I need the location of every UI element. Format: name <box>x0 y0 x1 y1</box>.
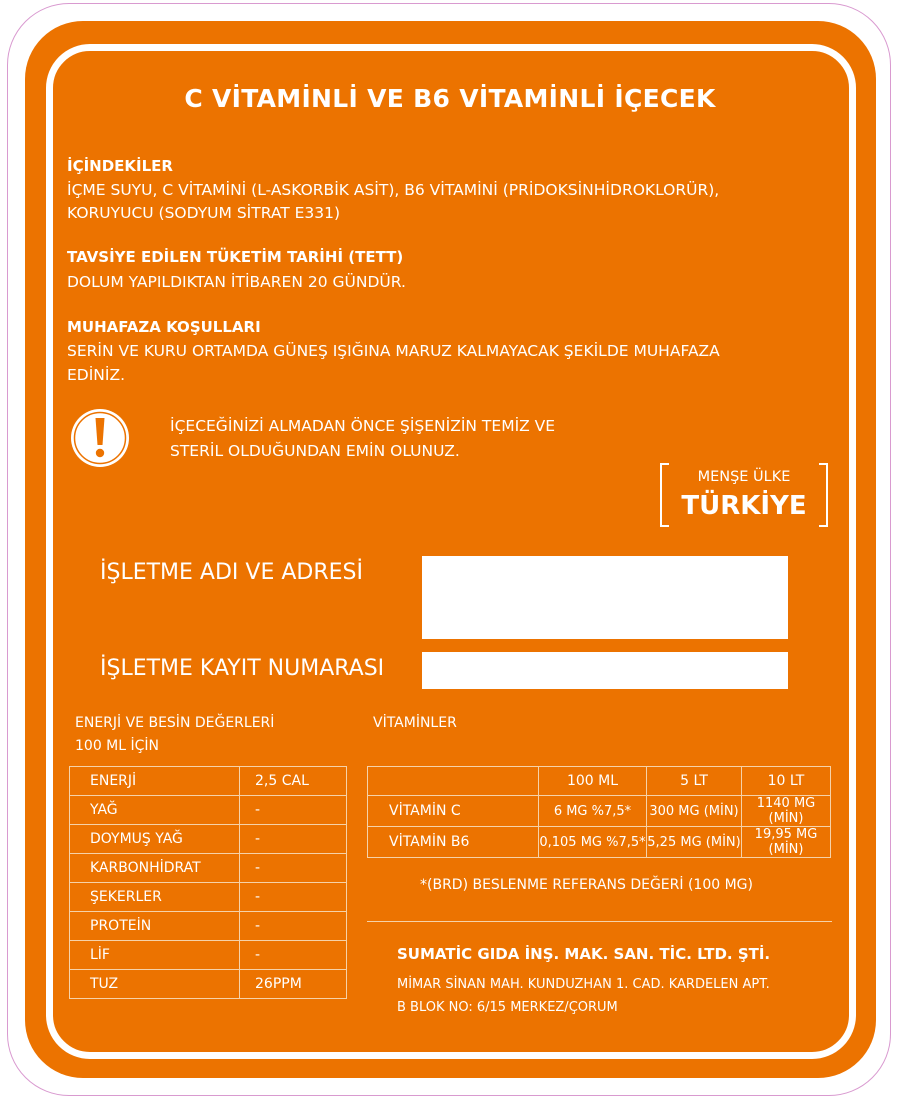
nutrient-name: YAĞ <box>70 796 240 825</box>
company-address-line-2: B BLOK NO: 6/15 MERKEZ/ÇORUM <box>397 1000 618 1015</box>
nutrition-row <box>70 854 347 883</box>
nutrition-row <box>70 825 347 854</box>
nutrient-name: DOYMUŞ YAĞ <box>70 825 240 854</box>
vitamin-per-10lt: 19,95 MG (MİN) <box>742 827 831 858</box>
business-registration-field[interactable] <box>422 652 788 689</box>
warning-line-2: STERİL OLDUĞUNDAN EMİN OLUNUZ. <box>170 442 460 460</box>
vitamin-per-10lt: 1140 MG (MİN) <box>742 796 831 827</box>
storage-line-2: EDİNİZ. <box>67 366 126 384</box>
nutrient-value: - <box>240 825 347 854</box>
nutrient-value: - <box>240 854 347 883</box>
nutrient-name: KARBONHİDRAT <box>70 854 240 883</box>
vitamins-col-header: 100 ML <box>539 767 647 796</box>
product-title: C VİTAMİNLİ VE B6 VİTAMİNLİ İÇECEK <box>184 84 716 113</box>
nutrient-name: PROTEİN <box>70 912 240 941</box>
origin-label: MENŞE ÜLKE <box>697 469 791 485</box>
nutrition-row <box>70 883 347 912</box>
vitamins-heading: VİTAMİNLER <box>373 715 457 731</box>
nutrition-row <box>70 941 347 970</box>
nutrition-row <box>70 970 347 999</box>
business-name-address-field[interactable] <box>422 556 788 639</box>
vitamin-per-100ml: 0,105 MG %7,5* <box>539 827 647 858</box>
vitamins-footnote: *(BRD) BESLENME REFERANS DEĞERİ (100 MG) <box>420 877 753 893</box>
storage-heading: MUHAFAZA KOŞULLARI <box>67 318 261 336</box>
company-address-line-1: MİMAR SİNAN MAH. KUNDUZHAN 1. CAD. KARDELEN APT. <box>397 977 770 992</box>
vitamins-header-row <box>368 767 831 796</box>
divider-line <box>367 921 832 922</box>
nutrient-name: LİF <box>70 941 240 970</box>
company-name: SUMATİC GIDA İNŞ. MAK. SAN. TİC. LTD. ŞTİ. <box>397 945 771 963</box>
vitamin-per-5lt: 5,25 MG (MİN) <box>647 827 742 858</box>
nutrition-row <box>70 767 347 796</box>
nutrition-heading-line-1: ENERJİ VE BESİN DEĞERLERİ <box>75 715 275 731</box>
business-name-address-label: İŞLETME ADI VE ADRESİ <box>100 560 363 585</box>
nutrition-row <box>70 912 347 941</box>
vitamins-col-header: 10 LT <box>742 767 831 796</box>
ingredients-line-1: İÇME SUYU, C VİTAMİNİ (L-ASKORBİK ASİT), B6 VİTAMİNİ (PRİDOKSİNHİDROKLORÜR), <box>67 181 720 199</box>
nutrient-value: - <box>240 912 347 941</box>
nutrient-value: - <box>240 941 347 970</box>
vitamins-col-header <box>368 767 539 796</box>
nutrition-table <box>69 766 347 999</box>
nutrient-value: 26PPM <box>240 970 347 999</box>
ingredients-heading: İÇİNDEKİLER <box>67 157 173 175</box>
ingredients-line-2: KORUYUCU (SODYUM SİTRAT E331) <box>67 204 341 222</box>
nutrient-value: - <box>240 883 347 912</box>
nutrient-name: ENERJİ <box>70 767 240 796</box>
nutrition-heading-line-2: 100 ML İÇİN <box>75 738 160 754</box>
vitamin-name: VİTAMİN C <box>368 796 539 827</box>
origin-value: TÜRKİYE <box>681 491 807 521</box>
nutrient-value: - <box>240 796 347 825</box>
business-registration-label: İŞLETME KAYIT NUMARASI <box>100 656 385 681</box>
nutrient-value: 2,5 CAL <box>240 767 347 796</box>
nutrient-name: ŞEKERLER <box>70 883 240 912</box>
nutrient-name: TUZ <box>70 970 240 999</box>
origin-country-box <box>660 463 828 529</box>
expiry-heading: TAVSİYE EDİLEN TÜKETİM TARİHİ (TETT) <box>67 248 404 266</box>
nutrition-row <box>70 796 347 825</box>
vitamin-name: VİTAMİN B6 <box>368 827 539 858</box>
vitamins-col-header: 5 LT <box>647 767 742 796</box>
vitamin-row <box>368 827 831 858</box>
exclamation-circle-icon <box>69 407 131 469</box>
storage-line-1: SERİN VE KURU ORTAMDA GÜNEŞ IŞIĞINA MARUZ KALMAYACAK ŞEKİLDE MUHAFAZA <box>67 342 720 360</box>
vitamin-per-100ml: 6 MG %7,5* <box>539 796 647 827</box>
vitamin-per-5lt: 300 MG (MİN) <box>647 796 742 827</box>
vitamins-table <box>367 766 831 858</box>
warning-line-1: İÇECEĞİNİZİ ALMADAN ÖNCE ŞİŞENİZİN TEMİZ VE <box>170 417 556 435</box>
expiry-text: DOLUM YAPILDIKTAN İTİBAREN 20 GÜNDÜR. <box>67 273 406 291</box>
vitamin-row <box>368 796 831 827</box>
